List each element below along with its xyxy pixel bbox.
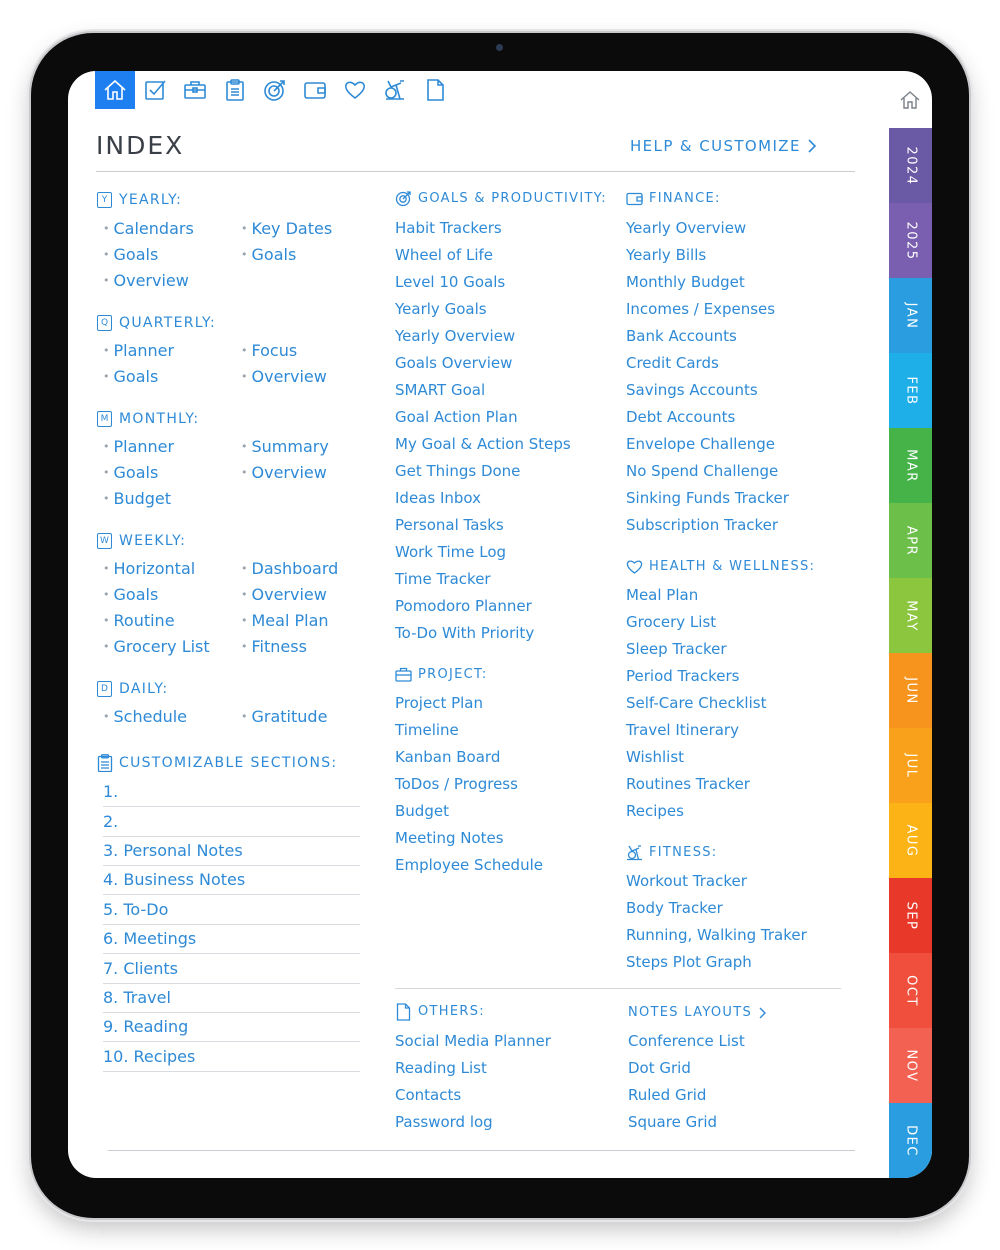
fitness-link[interactable]: Steps Plot Graph (626, 953, 752, 971)
tab-oct[interactable]: OCT (889, 953, 932, 1028)
section-goals-productivity[interactable] (395, 190, 607, 207)
others-link[interactable]: Social Media Planner (395, 1032, 551, 1050)
tab-2024[interactable]: 2024 (889, 128, 932, 203)
finance-link[interactable]: Debt Accounts (626, 408, 736, 426)
others-link[interactable]: Reading List (395, 1059, 487, 1077)
footer-divider (108, 1150, 855, 1151)
chevron-right-icon (807, 139, 817, 153)
goals-link[interactable]: Habit Trackers (395, 219, 502, 237)
calendar-w-icon: W (97, 533, 112, 549)
monthly-goals-link[interactable]: • Goals (103, 463, 158, 482)
section-title: WEEKLY: (119, 532, 187, 549)
custom-section-5[interactable]: 5. To-Do (103, 900, 360, 925)
tab-nov[interactable]: NOV (889, 1028, 932, 1103)
finance-link[interactable]: Bank Accounts (626, 327, 737, 345)
section-quarterly[interactable] (96, 314, 216, 331)
fitness-link[interactable]: Running, Walking Traker (626, 926, 807, 944)
tab-jul[interactable]: JUL (889, 728, 932, 803)
custom-section-7[interactable]: 7. Clients (103, 959, 360, 984)
goals-link[interactable]: Yearly Overview (395, 327, 516, 345)
exercise-bike-icon[interactable] (375, 71, 415, 109)
tab-2025[interactable]: 2025 (889, 203, 932, 278)
weekly-horizontal-link[interactable]: • Horizontal (103, 559, 195, 578)
exercise-bike-icon (626, 844, 643, 861)
home-icon[interactable] (899, 89, 921, 111)
checkbox-icon[interactable] (135, 71, 175, 109)
custom-section-6[interactable]: 6. Meetings (103, 929, 360, 954)
custom-section-3[interactable]: 3. Personal Notes (103, 841, 360, 866)
calendar-q-icon: Q (97, 315, 112, 331)
fitness-link[interactable]: Workout Tracker (626, 872, 747, 890)
project-link[interactable]: Budget (395, 802, 449, 820)
notes-link[interactable]: Dot Grid (628, 1059, 691, 1077)
section-customizable[interactable] (96, 754, 337, 771)
project-link[interactable]: Timeline (395, 721, 459, 739)
health-link[interactable]: Period Trackers (626, 667, 740, 685)
health-link[interactable]: Travel Itinerary (626, 721, 739, 739)
help-customize-label: HELP & CUSTOMIZE (630, 137, 801, 155)
daily-gratitude-link[interactable]: • Gratitude (241, 707, 327, 726)
section-title: PROJECT: (418, 667, 488, 682)
custom-section-4[interactable]: 4. Business Notes (103, 870, 360, 895)
quarterly-overview-link[interactable]: • Overview (241, 367, 327, 386)
yearly-goals-link[interactable]: • Goals (103, 245, 158, 264)
custom-section-9[interactable]: 9. Reading (103, 1017, 360, 1042)
target-icon[interactable] (255, 71, 295, 109)
section-title: FITNESS: (649, 845, 718, 860)
planner-screen (68, 71, 932, 1178)
section-title: HEALTH & WELLNESS: (649, 559, 816, 574)
yearly-key-dates-link[interactable]: • Key Dates (241, 219, 332, 238)
chevron-right-icon (758, 1007, 766, 1019)
weekly-goals-link[interactable]: • Goals (103, 585, 158, 604)
heart-icon (626, 558, 643, 575)
heart-icon[interactable] (335, 71, 375, 109)
yearly-goals-2-link[interactable]: • Goals (241, 245, 296, 264)
calendar-y-icon: Y (97, 192, 112, 208)
header-divider (96, 171, 855, 172)
notes-link[interactable]: Square Grid (628, 1113, 718, 1131)
finance-link[interactable]: Incomes / Expenses (626, 300, 776, 318)
goals-link[interactable]: Goals Overview (395, 354, 513, 372)
monthly-budget-link[interactable]: • Budget (103, 489, 171, 508)
section-project[interactable] (395, 666, 488, 683)
health-link[interactable]: Meal Plan (626, 586, 699, 604)
goals-link[interactable]: SMART Goal (395, 381, 486, 399)
section-title: DAILY: (119, 680, 169, 697)
yearly-calendars-link[interactable]: • Calendars (103, 219, 194, 238)
section-title: FINANCE: (649, 191, 721, 206)
finance-link[interactable]: Savings Accounts (626, 381, 758, 399)
goals-link[interactable]: Goal Action Plan (395, 408, 518, 426)
finance-link[interactable]: Monthly Budget (626, 273, 745, 291)
health-link[interactable]: Sleep Tracker (626, 640, 727, 658)
health-link[interactable]: Wishlist (626, 748, 685, 766)
goals-link[interactable]: To-Do With Priority (395, 624, 535, 642)
section-title: MONTHLY: (119, 410, 200, 427)
front-camera (496, 44, 503, 51)
goals-link[interactable]: Pomodoro Planner (395, 597, 532, 615)
others-link[interactable]: Contacts (395, 1086, 462, 1104)
tab-mar[interactable]: MAR (889, 428, 932, 503)
weekly-dashboard-link[interactable]: • Dashboard (241, 559, 338, 578)
yearly-overview-link[interactable]: • Overview (103, 271, 189, 290)
section-yearly[interactable] (96, 191, 182, 208)
calendar-d-icon: D (97, 681, 112, 697)
section-title: CUSTOMIZABLE SECTIONS: (119, 754, 338, 771)
section-weekly[interactable] (96, 532, 186, 549)
section-title: GOALS & PRODUCTIVITY: (418, 191, 607, 206)
health-link[interactable]: Self-Care Checklist (626, 694, 767, 712)
custom-section-2[interactable]: 2. (103, 812, 360, 837)
project-link[interactable]: Project Plan (395, 694, 484, 712)
weekly-routine-link[interactable]: • Routine (103, 611, 175, 630)
top-toolbar (95, 71, 455, 109)
wallet-icon (626, 190, 643, 207)
help-customize-link[interactable] (630, 137, 817, 155)
health-link[interactable]: Grocery List (626, 613, 717, 631)
notes-link[interactable]: Ruled Grid (628, 1086, 707, 1104)
section-finance[interactable] (626, 190, 721, 207)
home-icon[interactable] (95, 71, 135, 109)
section-title: QUARTERLY: (119, 314, 217, 331)
quarterly-focus-link[interactable]: • Focus (241, 341, 297, 360)
month-tabs (889, 128, 932, 1178)
quarterly-goals-link[interactable]: • Goals (103, 367, 158, 386)
custom-section-10[interactable]: 10. Recipes (103, 1047, 360, 1072)
goals-link[interactable]: Personal Tasks (395, 516, 504, 534)
page-title: INDEX (96, 131, 185, 160)
section-title: NOTES LAYOUTS (628, 1005, 752, 1020)
tab-dec[interactable]: DEC (889, 1103, 932, 1178)
tab-jan[interactable]: JAN (889, 278, 932, 353)
section-title: OTHERS: (418, 1004, 485, 1019)
clipboard-icon (96, 754, 113, 771)
tab-may[interactable]: MAY (889, 578, 932, 653)
project-link[interactable]: ToDos / Progress (395, 775, 518, 793)
monthly-planner-link[interactable]: • Planner (103, 437, 174, 456)
section-daily[interactable] (96, 680, 168, 697)
finance-link[interactable]: Yearly Overview (626, 219, 747, 237)
section-notes-layouts[interactable] (628, 1005, 766, 1020)
finance-link[interactable]: Credit Cards (626, 354, 719, 372)
finance-link[interactable]: Yearly Bills (626, 246, 707, 264)
document-icon[interactable] (415, 71, 455, 109)
others-link[interactable]: Password log (395, 1113, 493, 1131)
finance-link[interactable]: No Spend Challenge (626, 462, 779, 480)
section-health-wellness[interactable] (626, 558, 815, 575)
tab-jun[interactable]: JUN (889, 653, 932, 728)
notes-link[interactable]: Conference List (628, 1032, 745, 1050)
section-fitness[interactable] (626, 844, 717, 861)
goals-link[interactable]: Get Things Done (395, 462, 521, 480)
weekly-fitness-link[interactable]: • Fitness (241, 637, 307, 656)
project-link[interactable]: Kanban Board (395, 748, 501, 766)
weekly-overview-link[interactable]: • Overview (241, 585, 327, 604)
tab-feb[interactable]: FEB (889, 353, 932, 428)
health-link[interactable]: Recipes (626, 802, 684, 820)
fitness-link[interactable]: Body Tracker (626, 899, 723, 917)
tab-sep[interactable]: SEP (889, 878, 932, 953)
monthly-summary-link[interactable]: • Summary (241, 437, 329, 456)
custom-section-1[interactable]: 1. (103, 782, 360, 807)
quarterly-planner-link[interactable]: • Planner (103, 341, 174, 360)
document-icon (395, 1003, 412, 1020)
project-link[interactable]: Meeting Notes (395, 829, 504, 847)
divider (395, 988, 841, 989)
clipboard-icon[interactable] (215, 71, 255, 109)
finance-link[interactable]: Envelope Challenge (626, 435, 775, 453)
daily-schedule-link[interactable]: • Schedule (103, 707, 187, 726)
custom-section-8[interactable]: 8. Travel (103, 988, 360, 1013)
goals-link[interactable]: Yearly Goals (395, 300, 487, 318)
section-title: YEARLY: (119, 191, 183, 208)
goals-link[interactable]: Ideas Inbox (395, 489, 481, 507)
finance-link[interactable]: Subscription Tracker (626, 516, 779, 534)
goals-link[interactable]: Wheel of Life (395, 246, 493, 264)
project-link[interactable]: Employee Schedule (395, 856, 543, 874)
tab-apr[interactable]: APR (889, 503, 932, 578)
section-others[interactable] (395, 1003, 485, 1020)
monthly-overview-link[interactable]: • Overview (241, 463, 327, 482)
briefcase-icon (395, 666, 412, 683)
goals-link[interactable]: Work Time Log (395, 543, 507, 561)
weekly-grocery-list-link[interactable]: • Grocery List (103, 637, 210, 656)
goals-link[interactable]: Level 10 Goals (395, 273, 506, 291)
tab-aug[interactable]: AUG (889, 803, 932, 878)
goals-link[interactable]: My Goal & Action Steps (395, 435, 571, 453)
target-icon (395, 190, 412, 207)
wallet-icon[interactable] (295, 71, 335, 109)
weekly-meal-plan-link[interactable]: • Meal Plan (241, 611, 329, 630)
finance-link[interactable]: Sinking Funds Tracker (626, 489, 789, 507)
health-link[interactable]: Routines Tracker (626, 775, 750, 793)
calendar-m-icon: M (97, 411, 112, 427)
briefcase-icon[interactable] (175, 71, 215, 109)
goals-link[interactable]: Time Tracker (395, 570, 491, 588)
section-monthly[interactable] (96, 410, 199, 427)
